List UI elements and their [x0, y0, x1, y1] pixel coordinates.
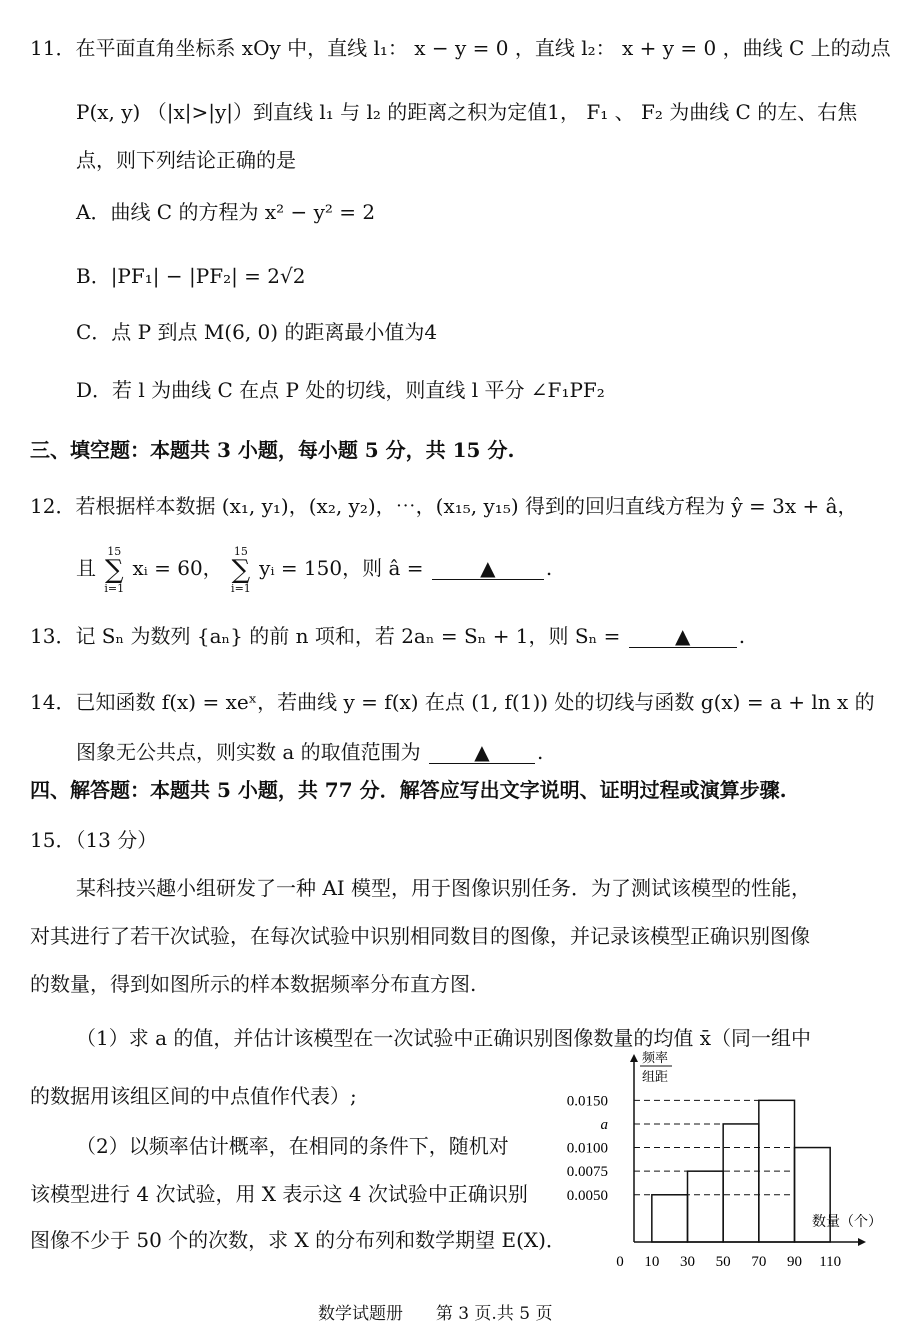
y-label-denominator: 组距 — [642, 1069, 669, 1084]
q11-line1: 11．在平面直角坐标系 xOy 中，直线 l₁： x − y = 0 ，直线 l₂： x + y = 0 ，曲线 C 上的动点 — [30, 36, 891, 60]
x-tick-label-4: 90 — [787, 1254, 802, 1270]
q12-pre: 且 — [76, 556, 96, 580]
y-tick-label-1: a — [600, 1116, 608, 1133]
q15-p5: 的数据用该组区间的中点值作代表）; — [30, 1084, 357, 1108]
x-tick-label-5: 110 — [819, 1254, 842, 1270]
summation-2 — [231, 546, 251, 594]
q11-option-a: A．曲线 C 的方程为 x² − y² = 2 — [76, 200, 376, 224]
q13-end: . — [738, 624, 746, 648]
x-tick-label-2: 50 — [715, 1254, 731, 1270]
y-tick-label-2: 0.0100 — [566, 1140, 608, 1157]
q13-line — [30, 622, 745, 650]
q12-sum2-rest: yᵢ = 150，则 â = — [259, 556, 424, 580]
q11-option-c: C．点 P 到点 M(6, 0) 的距离最小值为4 — [76, 320, 438, 344]
histogram-bar-1 — [688, 1171, 724, 1242]
section-4-heading: 四、解答题：本题共 5 小题，共 77 分．解答应写出文字说明、证明过程或演算步骤. — [30, 778, 787, 802]
q15-p1: 某科技兴趣小组研发了一种 AI 模型，用于图像识别任务．为了测试该模型的性能， — [76, 876, 812, 900]
q11-line2: P(x, y) （|x|>|y|）到直线 l₁ 与 l₂ 的距离之积为定值1， F₁ 、 F₂ 为曲线 C 的左、右焦 — [76, 100, 858, 124]
q13-answer-blank[interactable]: ▲ — [629, 625, 737, 648]
histogram-bar-2 — [723, 1124, 759, 1242]
sum2-sign: ∑ — [231, 554, 251, 585]
x-axis-arrow — [858, 1238, 866, 1246]
summation-1 — [104, 546, 124, 594]
q15-p2: 对其进行了若干次试验，在每次试验中识别相同数目的图像，并记录该模型正确识别图像 — [30, 924, 810, 948]
q13-text: 13．记 Sₙ 为数列 {aₙ} 的前 n 项和，若 2aₙ = Sₙ + 1，则 Sₙ = — [30, 624, 621, 648]
section-3-heading: 三、填空题：本题共 3 小题，每小题 5 分，共 15 分. — [30, 438, 515, 462]
q15-head: 15．（13 分） — [30, 828, 158, 852]
x-origin-label: 0 — [616, 1254, 624, 1270]
x-tick-label-0: 10 — [644, 1254, 660, 1270]
histogram-bar-0 — [652, 1195, 688, 1242]
q11-option-b: B．|PF₁| − |PF₂| = 2√2 — [76, 264, 306, 288]
y-tick-label-0: 0.0150 — [566, 1093, 608, 1110]
footer-page-number: 第 3 页.共 5 页 — [435, 1304, 553, 1324]
q15-p4: （1）求 a 的值，并估计该模型在一次试验中正确识别图像数量的均值 x̄（同一组中 — [76, 1026, 811, 1050]
q15-p6: （2）以频率估计概率，在相同的条件下，随机对 — [76, 1134, 509, 1158]
q15-p7: 该模型进行 4 次试验，用 X 表示这 4 次试验中正确识别 — [30, 1182, 528, 1206]
q12-line2 — [76, 540, 552, 596]
q12-answer-blank[interactable]: ▲ — [432, 557, 544, 580]
q15-p8: 图像不少于 50 个的次数，求 X 的分布列和数学期望 E(X)． — [30, 1228, 566, 1252]
sum1-lower: i=1 — [104, 581, 125, 595]
sum1-sign: ∑ — [104, 554, 124, 585]
page-footer — [318, 1300, 552, 1328]
q11-option-d: D．若 l 为曲线 C 在点 P 处的切线，则直线 l 平分 ∠F₁PF₂ — [76, 378, 605, 402]
q14-end: . — [537, 740, 544, 764]
x-axis-label: 数量（个） — [812, 1215, 882, 1230]
q12-sum1-rest: xᵢ = 60， — [132, 556, 223, 580]
x-tick-label-1: 30 — [680, 1254, 695, 1270]
frequency-histogram — [548, 1050, 894, 1270]
footer-book-title: 数学试题册 — [318, 1304, 403, 1324]
sum2-lower: i=1 — [231, 581, 251, 595]
q15-p3: 的数量，得到如图所示的样本数据频率分布直方图. — [30, 972, 477, 996]
q12-end: . — [545, 556, 553, 580]
q12-line1: 12．若根据样本数据 (x₁, y₁)，(x₂, y₂)，⋯，(x₁₅, y₁₅) 得到的回归直线方程为 ŷ = 3x + â， — [30, 494, 858, 518]
y-axis-arrow — [630, 1054, 638, 1062]
sum1-upper: 15 — [107, 544, 122, 558]
q14-text: 图象无公共点，则实数 a 的取值范围为 — [76, 740, 421, 764]
q14-answer-blank[interactable]: ▲ — [429, 741, 535, 764]
q11-line3: 点，则下列结论正确的是 — [76, 148, 296, 172]
sum2-upper: 15 — [233, 544, 248, 558]
x-tick-label-3: 70 — [751, 1254, 767, 1270]
y-label-numerator: 频率 — [642, 1050, 669, 1065]
q14-line1: 14．已知函数 f(x) = xeˣ，若曲线 y = f(x) 在点 (1, f(1)) 处的切线与函数 g(x) = a + ln x 的 — [30, 690, 875, 714]
q14-line2 — [76, 738, 543, 766]
y-tick-label-3: 0.0075 — [566, 1164, 608, 1181]
y-tick-label-4: 0.0050 — [566, 1187, 608, 1204]
